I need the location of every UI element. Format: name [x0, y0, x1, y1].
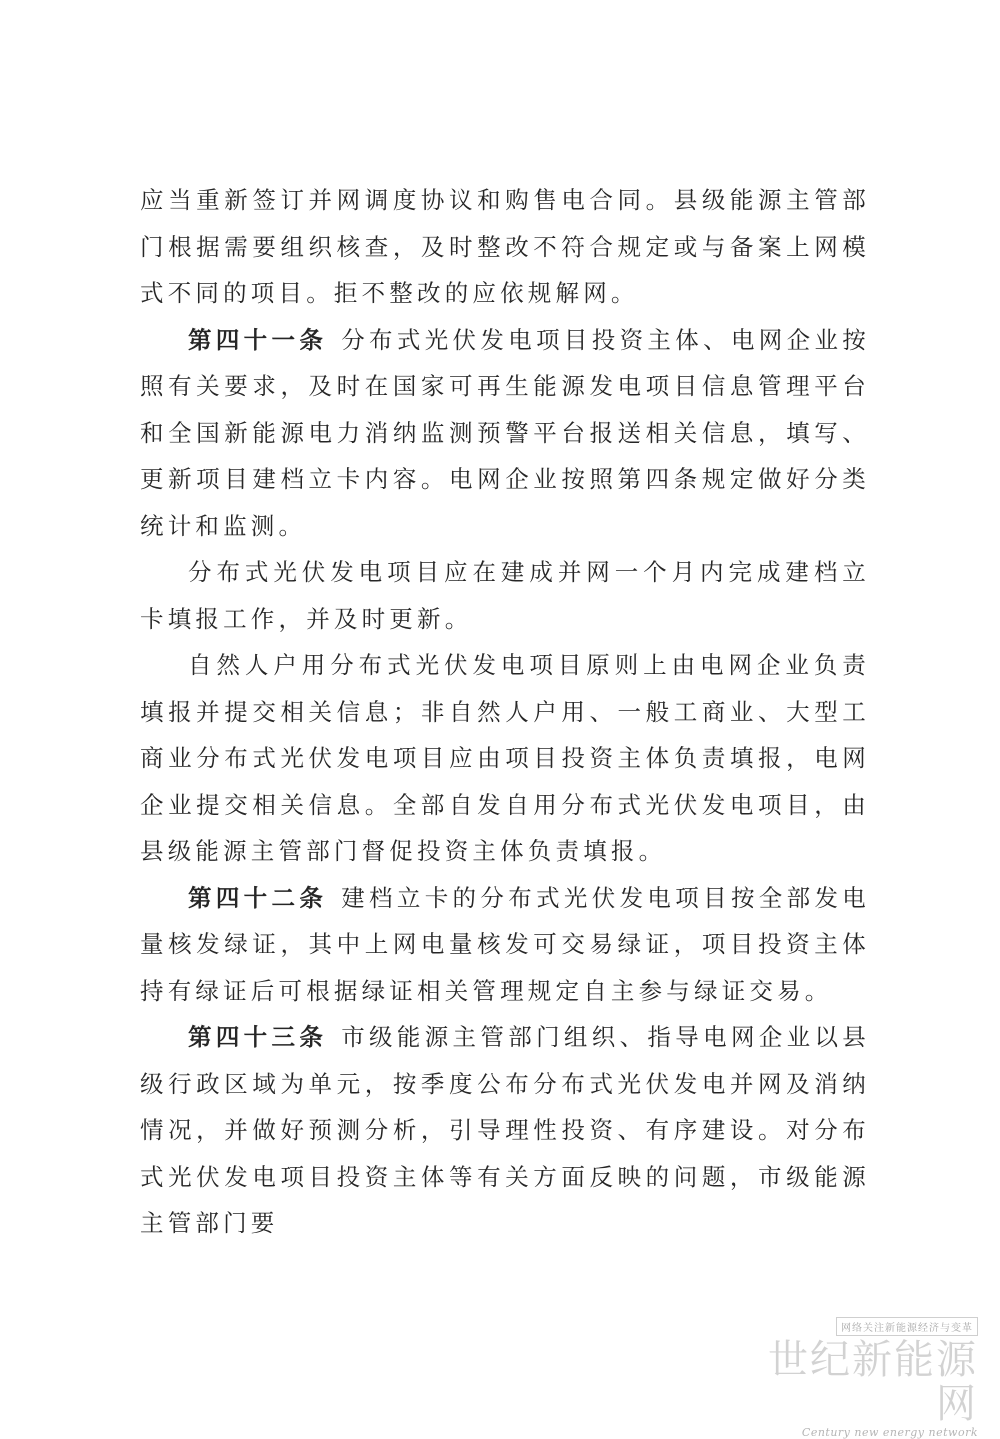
paragraph-article-42 — [140, 875, 870, 1015]
paragraph-article-43 — [140, 1014, 870, 1247]
paragraph-filing-deadline — [140, 549, 870, 642]
paragraph-text: 分布式光伏发电项目投资主体、电网企业按照有关要求，及时在国家可再生能源发电项目信息管理平台和全国新能源电力消纳监测预警平台报送相关信息，填写、更新项目建档立卡内容。电网企业按照第四条规定做好分类统计和监测。 — [140, 325, 870, 540]
article-label: 第四十二条 — [188, 883, 328, 912]
paragraph-text: 自然人户用分布式光伏发电项目原则上由电网企业负责填报并提交相关信息；非自然人户用、一般工商业、大型工商业分布式光伏发电项目应由项目投资主体负责填报，电网企业提交相关信息。全部自发自用分布式光伏发电项目，由县级能源主管部门督促投资主体负责填报。 — [140, 651, 870, 865]
paragraph-filing-responsibility — [140, 642, 870, 875]
watermark-slogan: 网络关注新能源经济与变革 — [836, 1317, 978, 1336]
paragraph-text: 市级能源主管部门组织、指导电网企业以县级行政区域为单元，按季度公布分布式光伏发电并网及消纳情况，并做好预测分析，引导理性投资、有序建设。对分布式光伏发电项目投资主体等有关方面反映的问题，市级能源主管部门要 — [140, 1023, 870, 1237]
paragraph-text: 建档立卡的分布式光伏发电项目按全部发电量核发绿证，其中上网电量核发可交易绿证，项目投资主体持有绿证后可根据绿证相关管理规定自主参与绿证交易。 — [140, 883, 870, 1005]
watermark-brand-logo: 世纪新能源网 — [768, 1337, 978, 1427]
paragraph-article-41 — [140, 317, 870, 550]
document-body — [140, 177, 870, 1247]
paragraph-continuation — [140, 177, 870, 317]
paragraph-text: 分布式光伏发电项目应在建成并网一个月内完成建档立卡填报工作，并及时更新。 — [140, 558, 870, 633]
watermark-subtitle: Century new energy network — [801, 1426, 978, 1439]
watermark — [748, 1316, 978, 1439]
article-label: 第四十三条 — [188, 1023, 328, 1051]
article-label: 第四十一条 — [188, 325, 328, 354]
paragraph-text: 应当重新签订并网调度协议和购售电合同。县级能源主管部门根据需要组织核查，及时整改不符合规定或与备案上网模式不同的项目。拒不整改的应依规解网。 — [140, 186, 870, 307]
